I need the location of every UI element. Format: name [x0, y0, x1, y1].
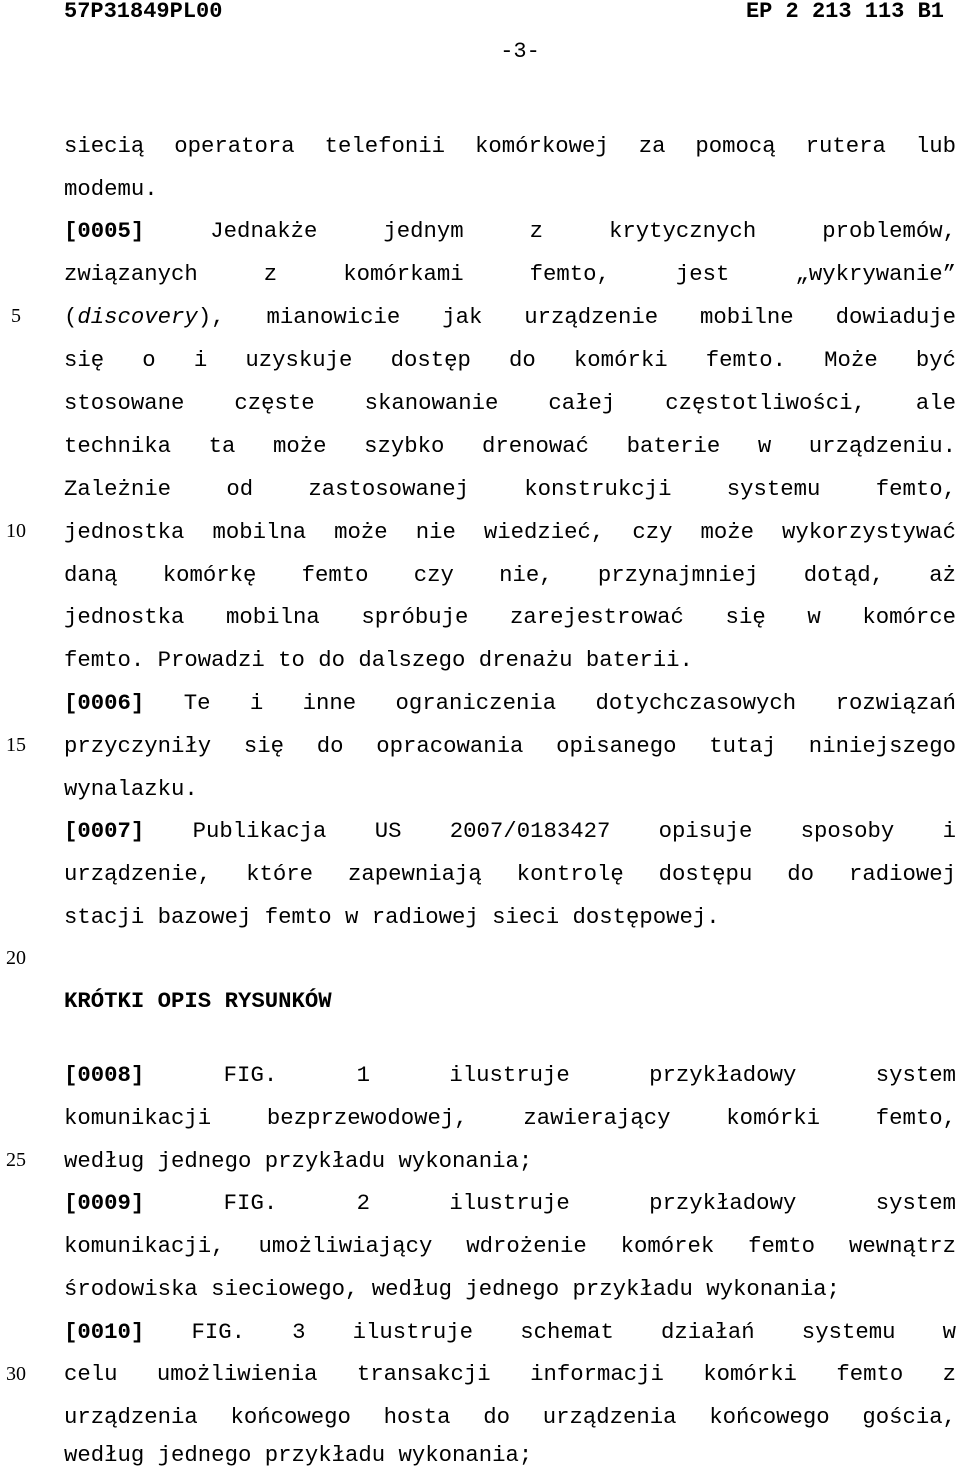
text-span: FIG. 2 ilustruje przykładowy system	[144, 1190, 956, 1216]
text-line: komunikacji bezprzewodowej, zawierający komórki femto,	[64, 1105, 956, 1131]
margin-line-number-10: 10	[6, 520, 26, 542]
text-line-with-italic	[64, 300, 956, 334]
text-span: Publikacja US 2007/0183427 opisuje sposoby i	[144, 818, 956, 844]
text-line: stosowane częste skanowanie całej częstotliwości, ale	[64, 390, 956, 416]
paragraph-0005-first-line	[64, 214, 956, 248]
paragraph-number: [0008]	[64, 1062, 145, 1088]
text-span: Jednakże jednym z krytycznych problemów,	[144, 218, 956, 244]
paragraph-0007-first-line	[64, 814, 956, 848]
margin-line-number-20: 20	[6, 947, 26, 969]
text-span: FIG. 3 ilustruje schemat działań systemu w	[144, 1319, 956, 1345]
text-line: według jednego przykładu wykonania;	[64, 1148, 533, 1174]
paragraph-number: [0005]	[64, 218, 145, 244]
text-line: Zależnie od zastosowanej konstrukcji systemu femto,	[64, 476, 956, 502]
text-line: związanych z komórkami femto, jest „wykrywanie”	[64, 261, 956, 287]
document-code: 57P31849PL00	[64, 0, 223, 24]
margin-line-number-15: 15	[6, 734, 26, 756]
paragraph-number: [0007]	[64, 818, 145, 844]
text-line: jednostka mobilna spróbuje zarejestrować się w komórce	[64, 604, 956, 630]
text-line: celu umożliwienia transakcji informacji komórki femto z	[64, 1361, 956, 1387]
text-line: modemu.	[64, 176, 158, 202]
section-heading: KRÓTKI OPIS RYSUNKÓW	[64, 988, 332, 1014]
text-line: przyczyniły się do opracowania opisanego tutaj niniejszego	[64, 733, 956, 759]
margin-line-number-30: 30	[6, 1363, 26, 1385]
text-line: się o i uzyskuje dostęp do komórki femto. Może być	[64, 347, 956, 373]
text-line: stacji bazowej femto w radiowej sieci dostępowej.	[64, 904, 720, 930]
patent-number: EP 2 213 113 B1	[745, 0, 944, 24]
text-line: środowiska sieciowego, według jednego przykładu wykonania;	[64, 1276, 841, 1302]
paragraph-0006-first-line	[64, 686, 956, 720]
paragraph-0010-first-line	[64, 1315, 956, 1349]
paragraph-number: [0006]	[64, 690, 145, 716]
italic-term: discovery	[77, 304, 198, 330]
paragraph-number: [0010]	[64, 1319, 145, 1345]
page-number: -3-	[500, 39, 540, 64]
text-span: Te i inne ograniczenia dotychczasowych rozwiązań	[144, 690, 956, 716]
text-line: urządzenie, które zapewniają kontrolę dostępu do radiowej	[64, 861, 956, 887]
text-line: siecią operatora telefonii komórkowej za pomocą rutera lub	[64, 133, 956, 159]
text-line: technika ta może szybko drenować baterie w urządzeniu.	[64, 433, 956, 459]
text-line: femto. Prowadzi to do dalszego drenażu baterii.	[64, 647, 693, 673]
text-line: wynalazku.	[64, 776, 198, 802]
text-line: według jednego przykładu wykonania;	[64, 1442, 533, 1468]
paragraph-0009-first-line	[64, 1186, 956, 1220]
text-line: komunikacji, umożliwiający wdrożenie komórek femto wewnątrz	[64, 1233, 956, 1259]
paragraph-0008-first-line	[64, 1058, 956, 1092]
text-line: urządzenia końcowego hosta do urządzenia końcowego gościa,	[64, 1404, 956, 1430]
text-line: jednostka mobilna może nie wiedzieć, czy może wykorzystywać	[64, 519, 956, 545]
paragraph-number: [0009]	[64, 1190, 145, 1216]
text-span: (	[64, 304, 78, 330]
text-line: daną komórkę femto czy nie, przynajmniej dotąd, aż	[64, 562, 956, 588]
margin-line-number-5: 5	[11, 305, 21, 327]
text-span: FIG. 1 ilustruje przykładowy system	[144, 1062, 956, 1088]
text-span: ), mianowicie jak urządzenie mobilne dowiaduje	[197, 304, 956, 330]
margin-line-number-25: 25	[6, 1149, 26, 1171]
